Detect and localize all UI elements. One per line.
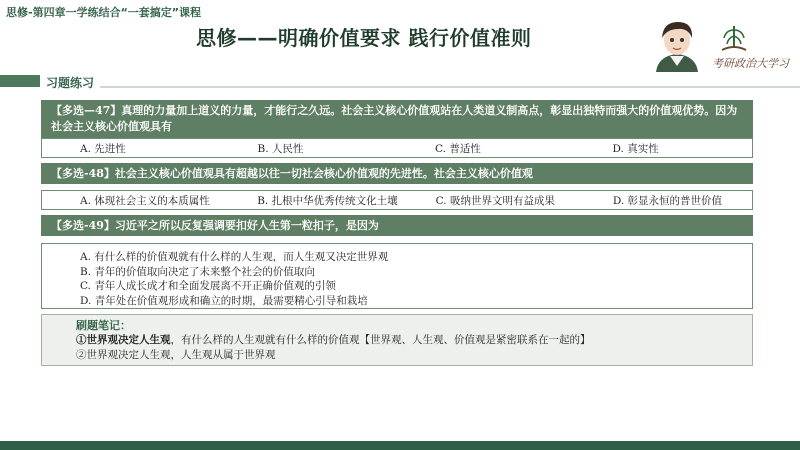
question-48-stem: 【多选-48】社会主义核心价值观具有超越以往一切社会核心价值观的先进性。社会主义核心价值观: [41, 163, 753, 184]
option-a[interactable]: A. 有什么样的价值观就有什么样的人生观，而人生观又决定世界观: [80, 251, 389, 263]
course-title: 思修-第四章一学练结合“一套搞定”课程: [6, 6, 202, 19]
section-header-bar: [0, 72, 800, 90]
notes-line-1-key: ①世界观决定人生观: [76, 334, 171, 346]
option-d[interactable]: D. 青年处在价值观形成和确立的时期，最需要精心引导和栽培: [80, 294, 368, 307]
option-b[interactable]: B. 人民性: [257, 142, 304, 155]
option-b[interactable]: B. 扎根中华优秀传统文化土壤: [257, 194, 398, 207]
logo-text: 考研政治大学习: [712, 57, 789, 70]
notes-line-1-text: ，有什么样的人生观就有什么样的价值观【世界观、人生观、价值观是紧密联系在一起的】: [170, 334, 591, 346]
notes-title: 刷题笔记：: [76, 319, 131, 332]
question-47-stem: 【多选—47】真理的力量加上道义的力量，才能行之久远。社会主义核心价值观站在人类道义制高点，彰显出独特而强大的价值观优势。因为社会主义核心价值观具有: [41, 100, 753, 138]
option-a[interactable]: A. 体现社会主义的本质属性: [80, 194, 210, 207]
question-49-stem: 【多选-49】习近平之所以反复强调要扣好人生第一粒扣子，是因为: [41, 215, 753, 236]
question-49-options: [41, 243, 753, 309]
question-48-options: [41, 190, 753, 210]
page-title: 思修——明确价值要求 践行价值准则: [196, 26, 532, 50]
section-title: 习题练习: [46, 76, 95, 90]
option-c[interactable]: C. 青年人成长成才和全面发展离不开正确价值观的引领: [80, 280, 336, 292]
notes-line-2: ②世界观决定人生观，人生观从属于世界观: [76, 349, 276, 361]
study-notes: [41, 314, 753, 366]
teacher-avatar: [648, 16, 706, 72]
option-a[interactable]: A. 先进性: [80, 142, 126, 155]
option-c[interactable]: C. 普适性: [435, 142, 481, 155]
footer-bar: [0, 441, 800, 450]
option-c[interactable]: C. 吸纳世界文明有益成果: [435, 194, 555, 207]
question-47-options: [41, 138, 753, 158]
brand-logo: [712, 22, 794, 72]
option-b[interactable]: B. 青年的价值取向决定了未来整个社会的价值取向: [80, 265, 315, 278]
option-d[interactable]: D. 彰显永恒的普世价值: [612, 194, 723, 207]
option-d[interactable]: D. 真实性: [612, 142, 659, 155]
notes-line-1: [76, 333, 752, 348]
